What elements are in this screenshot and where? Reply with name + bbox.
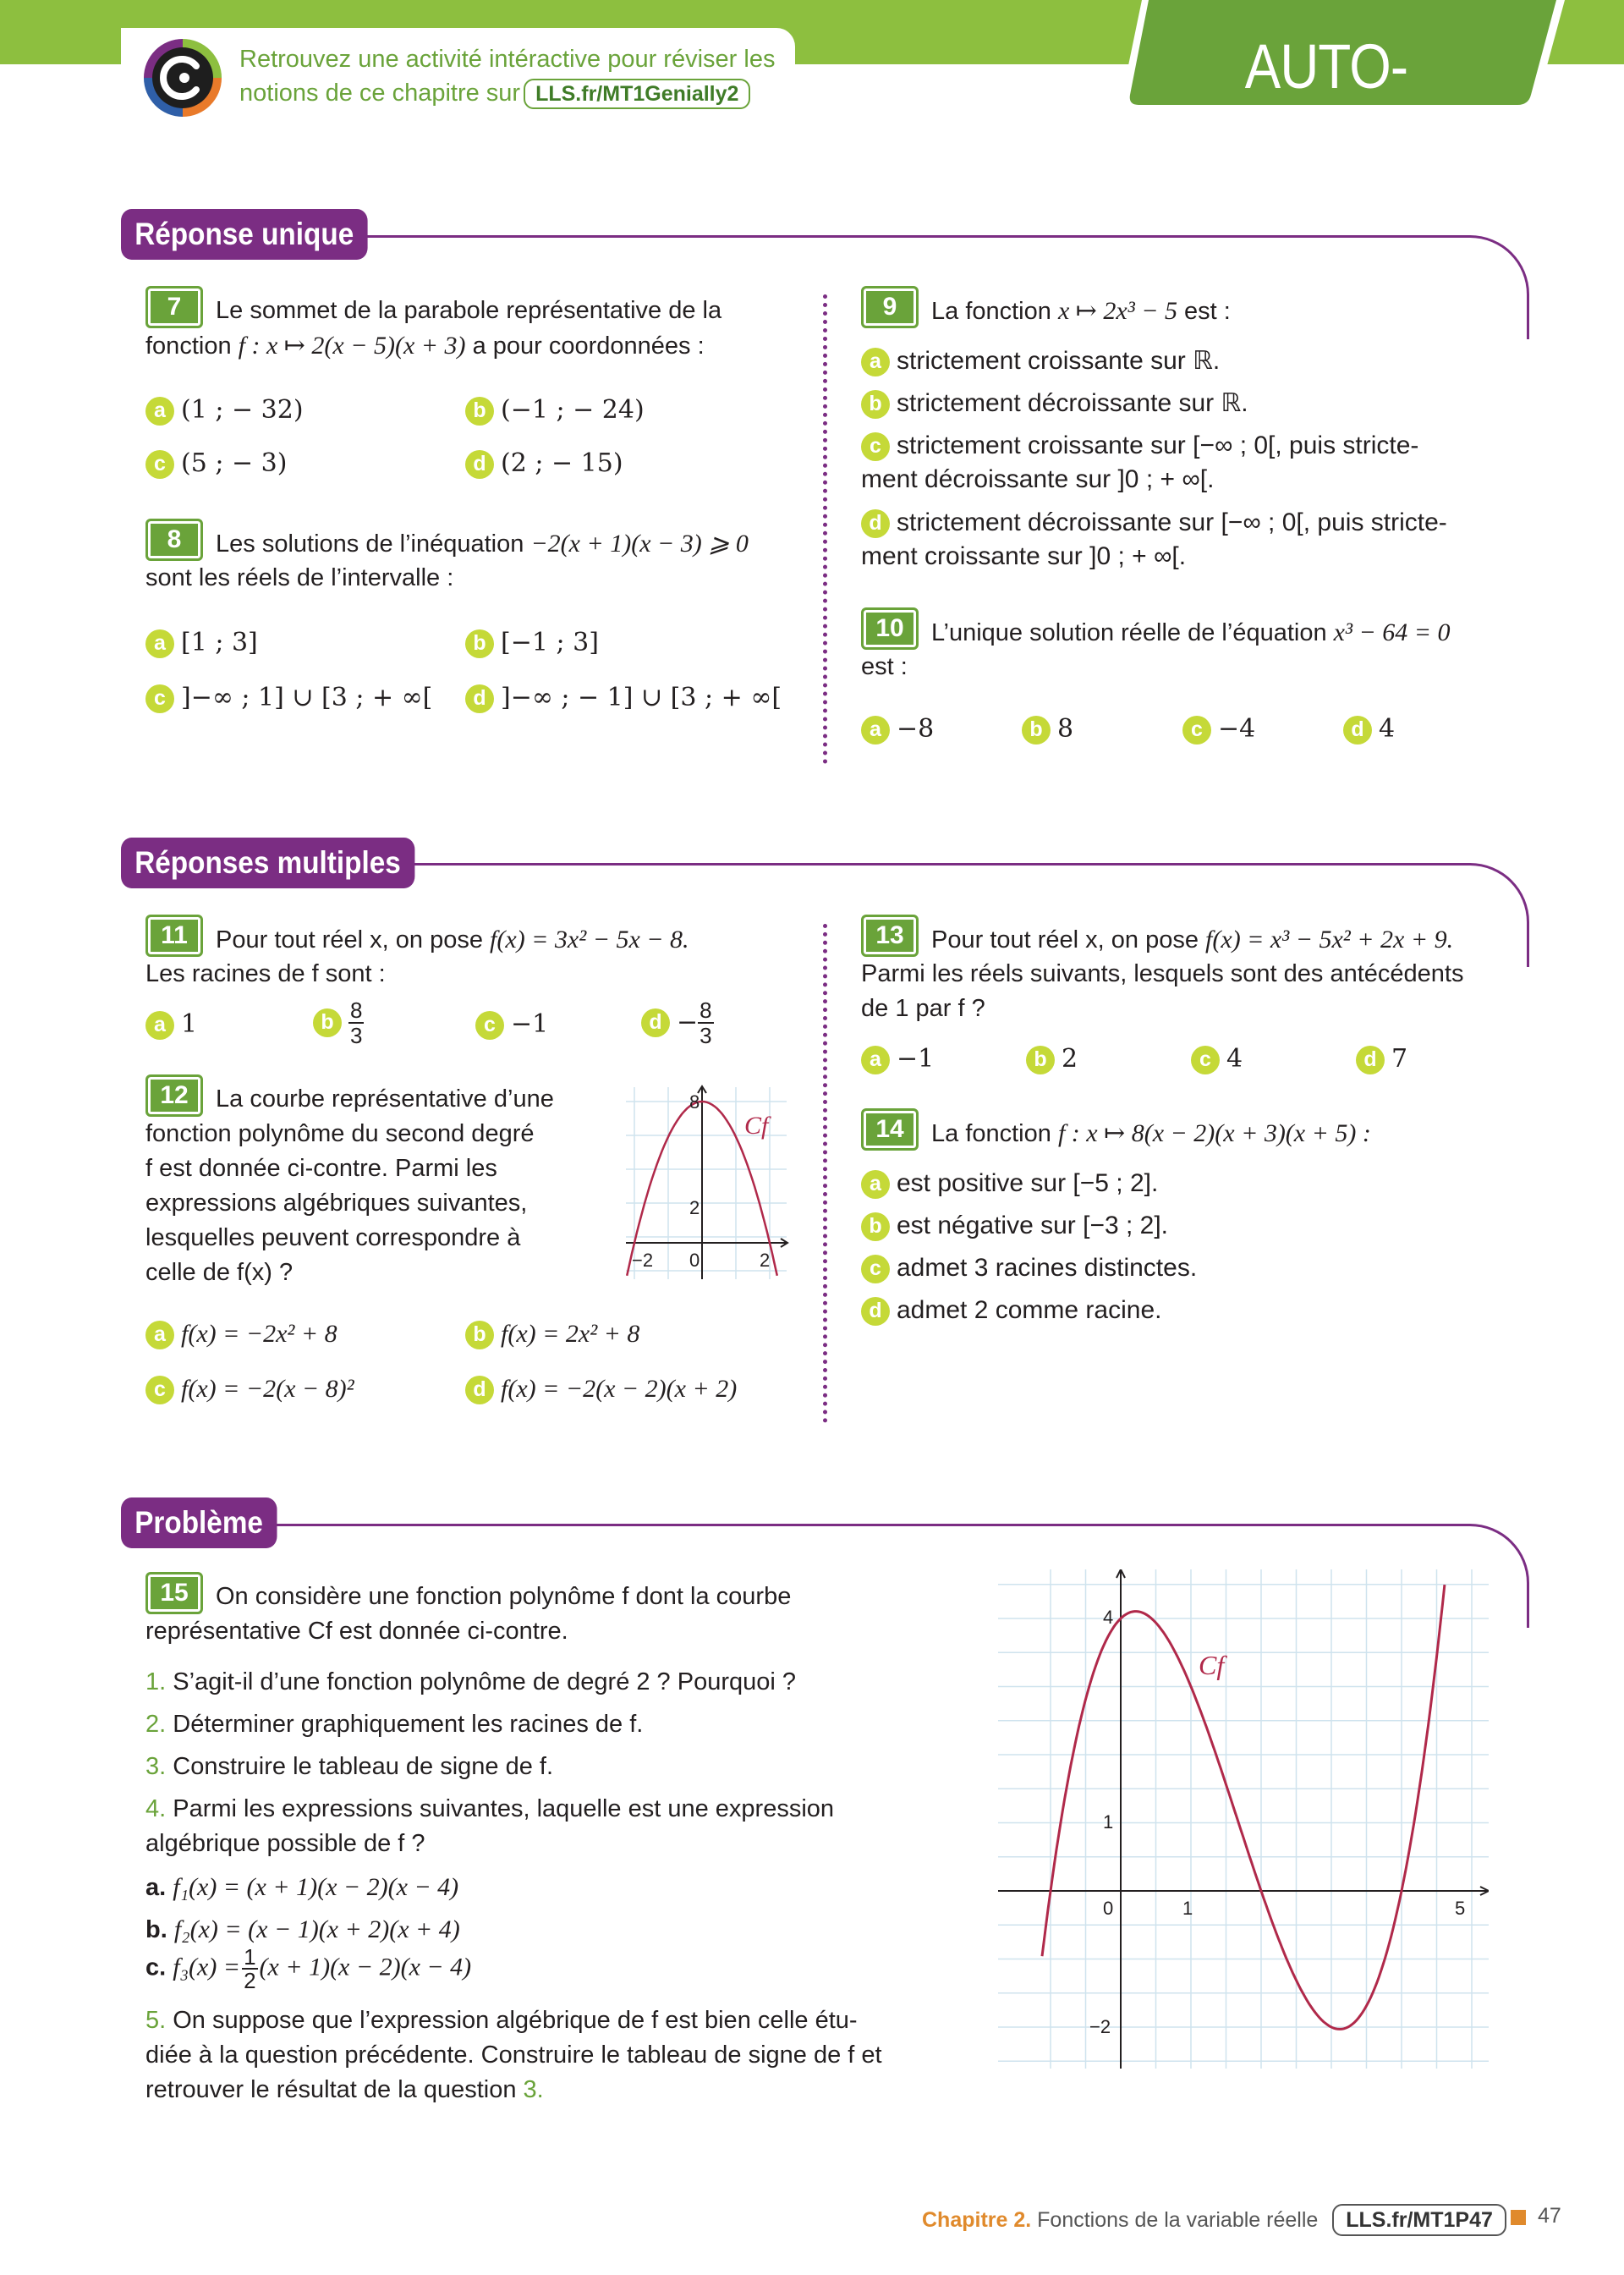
q15-y-tick-m2: −2: [1089, 2016, 1111, 2037]
q12-y-tick-2: 2: [689, 1197, 700, 1218]
q11-text2: Les racines de f sont :: [145, 960, 386, 987]
auto-evaluation-title: AUTO-ÉVALUATION: [1163, 31, 1490, 173]
q13-text2: Parmi les réels suivants, lesquels sont des antécédents: [861, 960, 1464, 987]
q8-option-b[interactable]: [465, 626, 599, 660]
q13-option-c[interactable]: [1191, 1042, 1243, 1076]
option-b-marker: b: [1022, 716, 1051, 745]
q13-b-text: 2: [1062, 1044, 1078, 1074]
q12-y-tick-8: 8: [689, 1091, 700, 1113]
q12-line3: f est donnée ci-contre. Parmi les: [145, 1155, 497, 1182]
q7-d-text: (2 ; − 15): [501, 448, 623, 478]
q15-q3-text: Construire le tableau de signe de f.: [173, 1753, 554, 1780]
q7-b-text: (−1 ; − 24): [501, 395, 645, 425]
q11-d-numerator: 8: [700, 997, 712, 1023]
q15-expr-b: [145, 1912, 460, 1948]
q8-text1a: Les solutions de l’inéquation: [216, 530, 524, 558]
q15-question2: [145, 1707, 643, 1742]
q15-c-suffix: (x + 1)(x − 2)(x − 4): [259, 1953, 472, 1981]
q15-question1: [145, 1665, 796, 1700]
q8-inequation: −2(x + 1)(x − 3) ⩾ 0: [530, 530, 749, 558]
q15-q4-number: 4.: [145, 1795, 167, 1822]
genially-logo-icon: [142, 37, 223, 118]
q15-c-numerator: 1: [244, 1944, 256, 1970]
q12-line2: fonction polynôme du second degré: [145, 1120, 535, 1147]
q9-c-text1: strictement croissante sur [−∞ ; 0[, puis stricte-: [897, 431, 1419, 459]
q8-a-text: [1 ; 3]: [181, 628, 258, 657]
q11-b-denominator: 3: [350, 1023, 363, 1048]
q11-option-b[interactable]: [313, 998, 364, 1047]
footer-chapter: Chapitre 2.: [922, 2208, 1032, 2232]
q15-x-tick-1: 1: [1182, 1898, 1193, 1919]
q8-text1: [216, 526, 749, 562]
footer: [922, 2204, 1506, 2236]
q7-option-b[interactable]: [465, 393, 645, 427]
option-a-marker: a: [145, 1321, 174, 1349]
question-number-8: 8: [145, 519, 203, 561]
q9-option-d[interactable]: [861, 506, 1447, 540]
option-c-marker: c: [1182, 716, 1211, 745]
q13-function: f(x) = x³ − 5x² + 2x + 9.: [1205, 926, 1454, 953]
q14-b-text: est négative sur [−3 ; 2].: [897, 1212, 1169, 1239]
option-d-marker: d: [465, 450, 494, 479]
q14-c-text: admet 3 racines distinctes.: [897, 1254, 1198, 1282]
option-c-marker: c: [145, 684, 174, 713]
q15-question5: [145, 2003, 858, 2038]
intro-line1: Retrouvez une activité intéractive pour réviser les: [239, 46, 776, 73]
option-a-marker: a: [145, 1011, 174, 1040]
q14-option-b[interactable]: [861, 1209, 1168, 1243]
q15-expr-a: [145, 1870, 458, 1905]
option-a-marker: a: [861, 348, 890, 376]
q9-function: x ↦ 2x³ − 5: [1057, 297, 1177, 325]
question-number-7: 7: [145, 286, 203, 328]
q11-text1: [216, 922, 689, 958]
q8-option-a[interactable]: [145, 626, 258, 660]
q11-c-text: −1: [511, 1009, 549, 1039]
option-c-marker: c: [475, 1011, 504, 1040]
option-d-marker: d: [465, 684, 494, 713]
q15-intro1: On considère une fonction polynôme f dont la courbe: [216, 1583, 792, 1610]
q15-curve-label: Cf: [1199, 1650, 1225, 1680]
q14-d-text: admet 2 comme racine.: [897, 1296, 1162, 1324]
q15-a-expr: f₁(x) = (x + 1)(x − 2)(x − 4): [173, 1873, 459, 1901]
q12-line1: La courbe représentative d’une: [216, 1085, 554, 1113]
q7-text2: [145, 328, 705, 364]
q9-option-b[interactable]: [861, 387, 1248, 420]
q15-expr-c: [145, 1946, 471, 1992]
q15-q4-text2: algébrique possible de f ?: [145, 1830, 425, 1857]
option-b-marker: b: [861, 390, 890, 419]
q14-a-text: est positive sur [−5 ; 2].: [897, 1169, 1159, 1197]
q14-option-c[interactable]: [861, 1251, 1197, 1285]
q8-c-text: ]−∞ ; 1] ∪ [3 ; + ∞[: [181, 683, 433, 712]
question-number-9: 9: [861, 286, 919, 328]
option-a-marker: a: [145, 397, 174, 426]
q15-y-tick-4: 4: [1103, 1607, 1114, 1628]
q12-x-tick-0: 0: [689, 1250, 700, 1271]
q10-b-text: 8: [1057, 714, 1074, 744]
q11-a-text: 1: [181, 1009, 198, 1039]
option-b-marker: b: [313, 1008, 342, 1037]
q15-q5-number: 5.: [145, 2007, 167, 2034]
option-c-marker: c: [145, 1376, 174, 1404]
q8-b-text: [−1 ; 3]: [501, 628, 599, 657]
option-b-marker: b: [465, 629, 494, 658]
q15-q1-number: 1.: [145, 1668, 167, 1695]
q7-function: f : x ↦ 2(x − 5)(x + 3): [238, 332, 466, 360]
q7-text1: Le sommet de la parabole représentative de la: [216, 297, 722, 324]
q11-option-d[interactable]: [641, 998, 714, 1047]
q10-text1a: L’unique solution réelle de l’équation: [931, 619, 1327, 646]
option-c-marker: c: [861, 1255, 890, 1283]
q8-option-d[interactable]: [465, 681, 782, 715]
q10-text1: [931, 615, 1450, 651]
q12-a-text: f(x) = −2x² + 8: [181, 1320, 337, 1348]
q13-text3: de 1 par f ?: [861, 995, 985, 1022]
q14-option-d[interactable]: [861, 1294, 1161, 1327]
q7-text2b: a pour coordonnées :: [472, 332, 705, 360]
option-d-marker: d: [861, 1297, 890, 1326]
q7-option-a[interactable]: [145, 393, 304, 427]
q11-text1a: Pour tout réel x, on pose: [216, 926, 483, 953]
q11-option-a[interactable]: [145, 1008, 197, 1041]
q11-function: f(x) = 3x² − 5x − 8.: [490, 926, 689, 953]
q11-b-numerator: 8: [350, 997, 363, 1023]
q15-x-tick-0: 0: [1103, 1898, 1114, 1919]
q7-option-d[interactable]: [465, 447, 623, 481]
option-d-marker: d: [1343, 716, 1372, 745]
q13-a-text: −1: [897, 1044, 935, 1074]
q15-q2-number: 2.: [145, 1711, 167, 1738]
q13-d-text: 7: [1391, 1044, 1408, 1074]
q7-option-c[interactable]: [145, 447, 287, 481]
q15-cubic-curve: [1042, 1585, 1445, 2029]
q7-a-text: (1 ; − 32): [181, 395, 304, 425]
q12-graph: [622, 1083, 791, 1279]
q10-option-a[interactable]: [861, 712, 934, 746]
option-d-marker: d: [465, 1376, 494, 1404]
q13-text1: [931, 922, 1453, 958]
q12-curve-label: Cf: [744, 1112, 769, 1140]
page-number: 47: [1538, 2204, 1561, 2228]
q12-line5: lesquelles peuvent correspondre à: [145, 1224, 521, 1251]
q15-c-denominator: 2: [244, 1968, 256, 1993]
q9-option-c[interactable]: [861, 429, 1418, 463]
q15-q5-text2: diée à la question précédente. Construire le tableau de signe de f et: [145, 2041, 882, 2069]
option-c-marker: c: [861, 432, 890, 461]
q12-option-d[interactable]: [465, 1372, 737, 1406]
q15-b-expr: f₂(x) = (x − 1)(x + 2)(x + 4): [173, 1915, 460, 1943]
q15-q5-text1: On suppose que l’expression algébrique de f est bien celle étu-: [173, 2007, 858, 2034]
q12-option-a[interactable]: [145, 1317, 337, 1351]
option-d-marker: d: [861, 509, 890, 538]
q14-option-a[interactable]: [861, 1167, 1158, 1201]
q10-d-text: 4: [1379, 714, 1396, 744]
q12-option-c[interactable]: [145, 1372, 354, 1406]
q11-d-sign: −: [677, 1008, 699, 1037]
q12-b-text: f(x) = 2x² + 8: [501, 1320, 640, 1348]
q7-c-text: (5 ; − 3): [181, 448, 288, 478]
q15-q5-text3: retrouver le résultat de la question: [145, 2076, 517, 2103]
q15-q1-text: S’agit-il d’une fonction polynôme de degré 2 ? Pourquoi ?: [173, 1668, 797, 1695]
section-title-reponses-multiples: Réponses multiples: [121, 838, 414, 888]
q14-function: f : x ↦ 8(x − 2)(x + 3)(x + 5) :: [1057, 1119, 1371, 1147]
section-title-reponse-unique: Réponse unique: [121, 209, 367, 260]
q10-a-text: −8: [897, 714, 935, 744]
q9-text-b: est :: [1184, 298, 1231, 325]
q15-x-tick-5: 5: [1455, 1898, 1466, 1919]
q9-d-text1: strictement décroissante sur [−∞ ; 0[, puis stricte-: [897, 508, 1447, 536]
question-number-14: 14: [861, 1108, 919, 1151]
q10-c-text: −4: [1218, 714, 1256, 744]
q10-option-d[interactable]: [1343, 712, 1395, 746]
q13-text1a: Pour tout réel x, on pose: [931, 926, 1199, 953]
q9-b-text: strictement décroissante sur ℝ.: [897, 389, 1248, 417]
question-number-10: 10: [861, 607, 919, 650]
option-d-marker: d: [1356, 1046, 1385, 1074]
q15-q2-text: Déterminer graphiquement les racines de f.: [173, 1711, 644, 1738]
column-separator-1: [823, 294, 827, 764]
q8-option-c[interactable]: [145, 681, 432, 715]
q15-q5-text3-line: [145, 2073, 544, 2107]
q9-c-text2: ment décroissante sur ]0 ; + ∞[.: [861, 465, 1215, 493]
question-number-13: 13: [861, 915, 919, 957]
q15-q3-number: 3.: [145, 1753, 167, 1780]
q9-text-a: La fonction: [931, 298, 1051, 325]
q13-option-b[interactable]: [1026, 1042, 1078, 1076]
q15-b-label: b.: [145, 1916, 167, 1943]
q15-y-tick-1: 1: [1103, 1811, 1114, 1833]
q13-c-text: 4: [1226, 1044, 1243, 1074]
q8-d-text: ]−∞ ; − 1] ∪ [3 ; + ∞[: [501, 683, 782, 712]
q10-text2: est :: [861, 653, 908, 680]
footer-title: Fonctions de la variable réelle: [1037, 2208, 1319, 2232]
page-marker-icon: [1511, 2210, 1526, 2225]
question-number-11: 11: [145, 915, 203, 957]
option-a-marker: a: [145, 629, 174, 658]
option-b-marker: b: [465, 397, 494, 426]
q15-q5-ref: 3.: [523, 2076, 544, 2103]
q9-option-a[interactable]: [861, 344, 1220, 378]
q14-text-a: La fonction: [931, 1120, 1051, 1147]
option-a-marker: a: [861, 716, 890, 745]
q15-intro2: représentative Cf est donnée ci-contre.: [145, 1618, 568, 1645]
q12-line6: celle de f(x) ?: [145, 1259, 294, 1286]
q15-c-prefix: f₃(x) =: [173, 1953, 241, 1981]
q10-option-b[interactable]: [1022, 712, 1073, 746]
option-b-marker: b: [465, 1321, 494, 1349]
q12-line4: expressions algébriques suivantes,: [145, 1190, 528, 1217]
q13-option-d[interactable]: [1356, 1042, 1407, 1076]
q12-x-tick-2: 2: [760, 1250, 771, 1271]
option-a-marker: a: [861, 1046, 890, 1074]
q8-text2: sont les réels de l’intervalle :: [145, 564, 454, 591]
question-number-12: 12: [145, 1074, 203, 1117]
q10-option-c[interactable]: [1182, 712, 1255, 746]
q15-q4-text1: Parmi les expressions suivantes, laquelle est une expression: [173, 1795, 835, 1822]
q15-a-label: a.: [145, 1874, 167, 1901]
intro-line2: notions de ce chapitre sur: [239, 80, 521, 107]
q9-d-text2: ment croissante sur ]0 ; + ∞[.: [861, 542, 1187, 570]
q7-text2a: fonction: [145, 332, 232, 360]
q12-c-text: f(x) = −2(x − 8)²: [181, 1375, 354, 1403]
q9-a-text: strictement croissante sur ℝ.: [897, 347, 1221, 375]
q15-graph: [998, 1569, 1489, 2069]
q9-text: [931, 294, 1231, 329]
option-c-marker: c: [1191, 1046, 1220, 1074]
q11-d-denominator: 3: [700, 1023, 712, 1048]
option-d-marker: d: [641, 1008, 670, 1037]
q12-x-tick-m2: −2: [632, 1250, 654, 1271]
q12-option-b[interactable]: [465, 1317, 639, 1351]
option-a-marker: a: [861, 1170, 890, 1199]
option-c-marker: c: [145, 450, 174, 479]
q12-d-text: f(x) = −2(x − 2)(x + 2): [501, 1375, 738, 1403]
q10-equation: x³ − 64 = 0: [1333, 618, 1451, 646]
section-title-probleme: Problème: [121, 1497, 277, 1548]
q11-option-c[interactable]: [475, 1008, 548, 1041]
q13-option-a[interactable]: [861, 1042, 934, 1076]
q15-question4: [145, 1792, 834, 1827]
option-b-marker: b: [1026, 1046, 1055, 1074]
question-number-15: 15: [145, 1572, 203, 1614]
q15-question3: [145, 1750, 553, 1784]
intro-text: [239, 42, 781, 110]
footer-link[interactable]: LLS.fr/MT1P47: [1332, 2204, 1506, 2236]
column-separator-2: [823, 924, 827, 1423]
q14-text: [931, 1116, 1371, 1151]
genially-link[interactable]: LLS.fr/MT1Genially2: [524, 79, 750, 109]
q15-c-label: c.: [145, 1954, 167, 1981]
option-b-marker: b: [861, 1212, 890, 1241]
